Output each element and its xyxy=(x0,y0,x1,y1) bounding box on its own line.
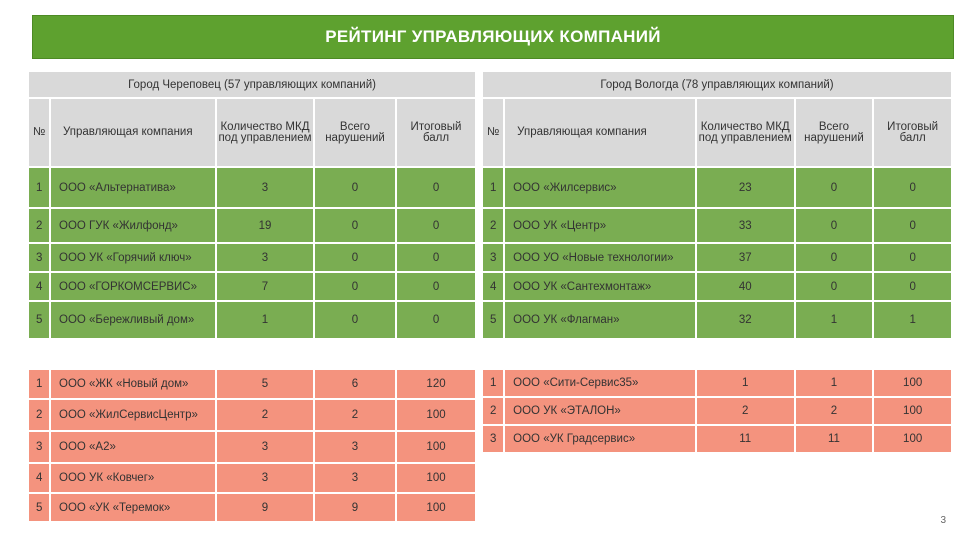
mkd-count: 1 xyxy=(217,302,313,338)
mkd-count: 32 xyxy=(697,302,794,338)
table-row xyxy=(483,168,951,207)
company-name: ООО «ГОРКОМСЕРВИС» xyxy=(51,273,215,300)
final-score: 100 xyxy=(397,464,475,492)
row-num: 1 xyxy=(29,370,49,398)
company-name: ООО УК «Сантехмонтаж» xyxy=(505,273,695,300)
row-num: 2 xyxy=(483,398,503,424)
violations-count: 3 xyxy=(315,464,395,492)
mkd-count: 2 xyxy=(697,398,794,424)
final-score: 0 xyxy=(874,273,951,300)
company-name: ООО «ЖК «Новый дом» xyxy=(51,370,215,398)
final-score: 0 xyxy=(397,168,475,207)
final-score: 0 xyxy=(397,209,475,242)
header-violations: Всего нарушений xyxy=(796,99,873,166)
mkd-count: 23 xyxy=(697,168,794,207)
final-score: 100 xyxy=(397,432,475,462)
violations-count: 0 xyxy=(315,209,395,242)
final-score: 0 xyxy=(874,168,951,207)
mkd-count: 33 xyxy=(697,209,794,242)
violations-count: 0 xyxy=(315,244,395,271)
company-name: ООО УК «Флагман» xyxy=(505,302,695,338)
final-score: 0 xyxy=(397,244,475,271)
table-row xyxy=(483,370,951,396)
table-row xyxy=(29,370,475,398)
row-num: 2 xyxy=(29,400,49,430)
mkd-count: 1 xyxy=(697,370,794,396)
violations-count: 0 xyxy=(796,168,873,207)
company-name: ООО «УК «Теремок» xyxy=(51,494,215,521)
row-num: 4 xyxy=(483,273,503,300)
header-score: Итоговый балл xyxy=(874,99,951,166)
row-num: 4 xyxy=(29,273,49,300)
final-score: 100 xyxy=(874,370,951,396)
company-name: ООО УО «Новые технологии» xyxy=(505,244,695,271)
final-score: 0 xyxy=(874,244,951,271)
company-name: ООО УК «Горячий ключ» xyxy=(51,244,215,271)
mkd-count: 7 xyxy=(217,273,313,300)
page-title: РЕЙТИНГ УПРАВЛЯЮЩИХ КОМПАНИЙ xyxy=(325,27,661,46)
violations-count: 11 xyxy=(796,426,873,452)
final-score: 0 xyxy=(397,302,475,338)
final-score: 100 xyxy=(874,426,951,452)
header-company: Управляющая компания xyxy=(505,99,695,166)
row-num: 1 xyxy=(483,168,503,207)
header-mkd: Количество МКД под управлением xyxy=(697,99,794,166)
violations-count: 1 xyxy=(796,302,873,338)
final-score: 120 xyxy=(397,370,475,398)
company-name: ООО «А2» xyxy=(51,432,215,462)
mkd-count: 2 xyxy=(217,400,313,430)
table-row xyxy=(29,400,475,430)
row-num: 5 xyxy=(483,302,503,338)
violations-count: 0 xyxy=(315,273,395,300)
table-row xyxy=(483,302,951,338)
mkd-count: 3 xyxy=(217,244,313,271)
row-num: 5 xyxy=(29,494,49,521)
vologda-city-title: Город Вологда (78 управляющих компаний) xyxy=(483,72,951,97)
table-row xyxy=(483,209,951,242)
table-row xyxy=(29,273,475,300)
company-name: ООО «ЖилСервисЦентр» xyxy=(51,400,215,430)
company-name: ООО УК «Центр» xyxy=(505,209,695,242)
header-num: № xyxy=(29,99,49,166)
violations-count: 1 xyxy=(796,370,873,396)
table-row xyxy=(29,209,475,242)
company-name: ООО «Сити-Сервис35» xyxy=(505,370,695,396)
violations-count: 3 xyxy=(315,432,395,462)
mkd-count: 11 xyxy=(697,426,794,452)
violations-count: 0 xyxy=(315,302,395,338)
table-row xyxy=(29,494,475,521)
violations-count: 9 xyxy=(315,494,395,521)
row-num: 3 xyxy=(29,432,49,462)
mkd-count: 37 xyxy=(697,244,794,271)
header-violations: Всего нарушений xyxy=(315,99,395,166)
table-row xyxy=(29,302,475,338)
row-num: 3 xyxy=(29,244,49,271)
violations-count: 0 xyxy=(796,244,873,271)
company-name: ООО «Жилсервис» xyxy=(505,168,695,207)
header-score: Итоговый балл xyxy=(397,99,475,166)
final-score: 100 xyxy=(397,400,475,430)
table-row xyxy=(483,426,951,452)
violations-count: 6 xyxy=(315,370,395,398)
cherepovets-city-title: Город Череповец (57 управляющих компаний) xyxy=(29,72,475,97)
violations-count: 2 xyxy=(315,400,395,430)
final-score: 0 xyxy=(874,209,951,242)
row-num: 1 xyxy=(483,370,503,396)
violations-count: 0 xyxy=(796,209,873,242)
company-name: ООО УК «ЭТАЛОН» xyxy=(505,398,695,424)
row-num: 3 xyxy=(483,426,503,452)
company-name: ООО «Альтернатива» xyxy=(51,168,215,207)
table-row xyxy=(29,464,475,492)
final-score: 100 xyxy=(874,398,951,424)
header-mkd: Количество МКД под управлением xyxy=(217,99,313,166)
mkd-count: 40 xyxy=(697,273,794,300)
header-num: № xyxy=(483,99,503,166)
row-num: 4 xyxy=(29,464,49,492)
row-num: 2 xyxy=(483,209,503,242)
final-score: 100 xyxy=(397,494,475,521)
final-score: 1 xyxy=(874,302,951,338)
table-row xyxy=(483,244,951,271)
company-name: ООО «Бережливый дом» xyxy=(51,302,215,338)
vologda-rating-table xyxy=(481,70,953,454)
mkd-count: 3 xyxy=(217,168,313,207)
title-banner xyxy=(32,15,954,59)
header-company: Управляющая компания xyxy=(51,99,215,166)
company-name: ООО «УК Градсервис» xyxy=(505,426,695,452)
table-row xyxy=(483,398,951,424)
violations-count: 0 xyxy=(315,168,395,207)
company-name: ООО УК «Ковчег» xyxy=(51,464,215,492)
row-num: 1 xyxy=(29,168,49,207)
cherepovets-rating-table xyxy=(27,70,477,523)
violations-count: 0 xyxy=(796,273,873,300)
table-row xyxy=(29,244,475,271)
mkd-count: 3 xyxy=(217,432,313,462)
row-num: 2 xyxy=(29,209,49,242)
table-row xyxy=(29,168,475,207)
page-number: 3 xyxy=(940,515,946,526)
table-row xyxy=(29,432,475,462)
row-num: 5 xyxy=(29,302,49,338)
mkd-count: 9 xyxy=(217,494,313,521)
mkd-count: 19 xyxy=(217,209,313,242)
violations-count: 2 xyxy=(796,398,873,424)
row-num: 3 xyxy=(483,244,503,271)
final-score: 0 xyxy=(397,273,475,300)
table-row xyxy=(483,273,951,300)
mkd-count: 5 xyxy=(217,370,313,398)
company-name: ООО ГУК «Жилфонд» xyxy=(51,209,215,242)
mkd-count: 3 xyxy=(217,464,313,492)
